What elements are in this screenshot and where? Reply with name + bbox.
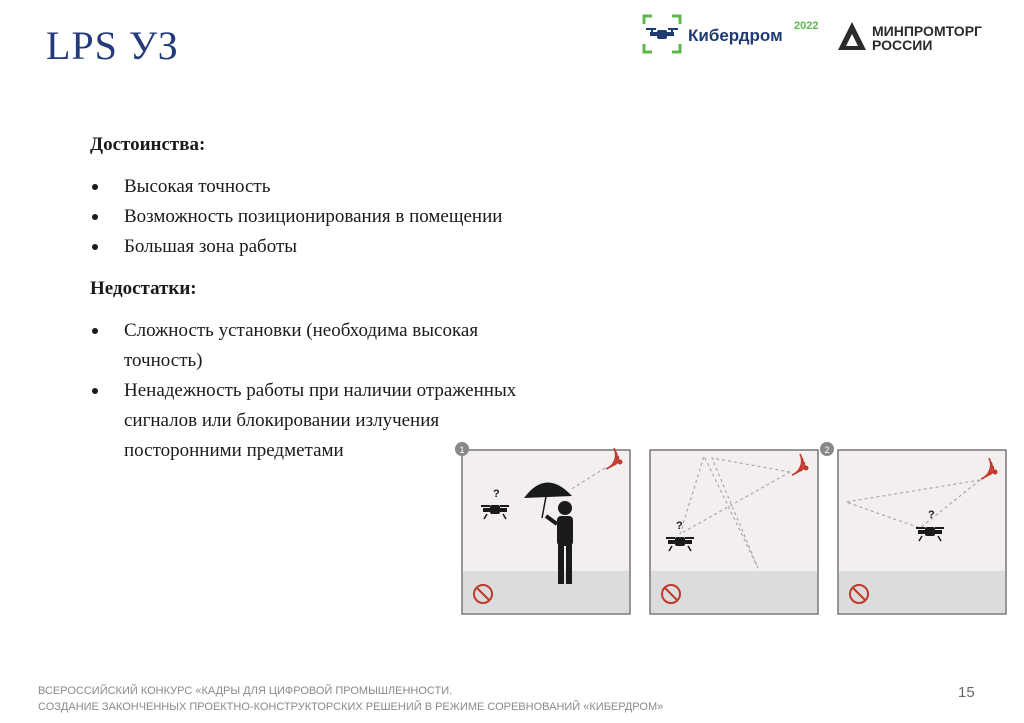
panel3-badge: 2 [824, 445, 830, 455]
footer [38, 683, 663, 715]
list-item: Большая зона работы [90, 232, 610, 262]
slide-title: LPS УЗ [46, 23, 179, 68]
list-item: Ненадежность работы при наличии отраженных сигналов или блокировании излучения посторонними предметами [90, 376, 544, 466]
list-item: Высокая точность [90, 172, 610, 202]
cyberdrom-name: Кибердром [688, 26, 783, 45]
question-mark: ? [493, 488, 500, 500]
panel-reflection [650, 450, 818, 614]
footer-line1: ВСЕРОССИЙСКИЙ КОНКУРС «КАДРЫ ДЛЯ ЦИФРОВОЙ ПРОМЫШЛЕННОСТИ. [38, 685, 453, 697]
advantages-list [90, 172, 610, 262]
list-item: Возможность позиционирования в помещении [90, 202, 610, 232]
minprom-line1: МИНПРОМТОРГ [872, 23, 982, 39]
slide-content [90, 130, 610, 478]
drone-frame-icon [640, 12, 684, 56]
minprom-triangle-icon [836, 20, 868, 52]
question-mark: ? [928, 509, 935, 521]
panel-multipath [820, 442, 1006, 614]
minpromtorg-logo [836, 18, 1006, 58]
panel-umbrella [455, 442, 630, 614]
interference-illustration [450, 438, 1020, 623]
question-mark: ? [676, 520, 683, 532]
cyberdrom-year: 2022 [794, 20, 819, 32]
footer-line2: СОЗДАНИЕ ЗАКОНЧЕННЫХ ПРОЕКТНО-КОНСТРУКТОРСКИХ РЕШЕНИЙ В РЕЖИМЕ СОРЕВНОВАНИЙ «КИБЕРДРОМ» [38, 701, 664, 713]
cyberdrom-logo [640, 12, 840, 56]
panel1-badge: 1 [459, 445, 465, 455]
disadvantages-heading: Недостатки: [90, 278, 197, 299]
header-logos [640, 10, 1000, 60]
minprom-line2: РОССИИ [872, 37, 933, 53]
list-item: Сложность установки (необходима высокая точность) [90, 316, 560, 376]
advantages-heading: Достоинства: [90, 134, 206, 155]
page-number: 15 [958, 684, 975, 701]
